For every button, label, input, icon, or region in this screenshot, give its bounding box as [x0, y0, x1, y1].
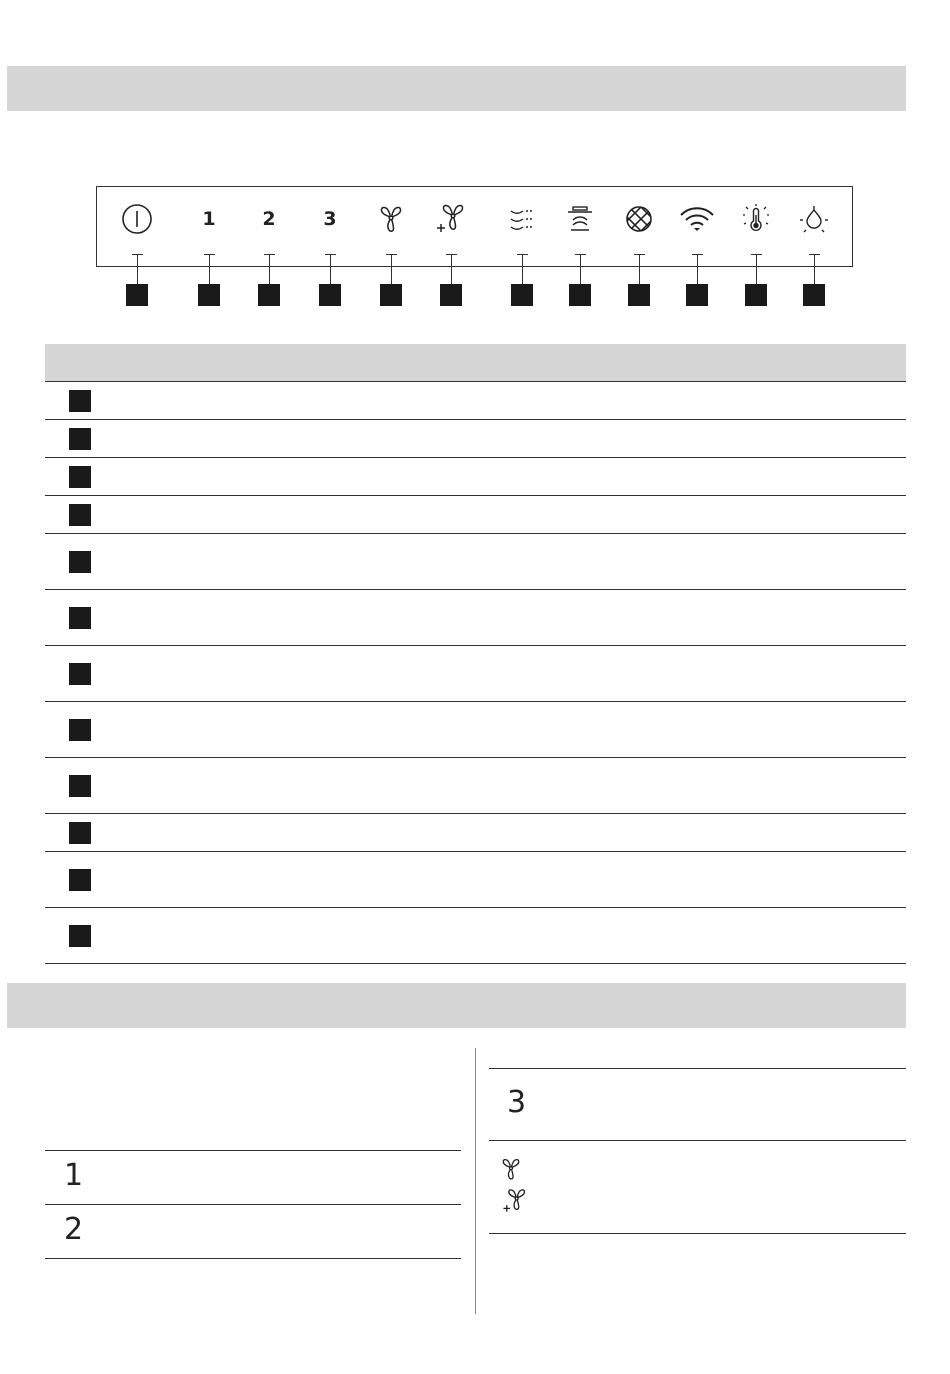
callout-marker [380, 284, 402, 306]
speed-2-symbol: 2 [64, 1212, 84, 1247]
divider [45, 1204, 461, 1205]
row-marker [69, 925, 91, 947]
fan-boost-icon [501, 1187, 529, 1215]
callout-marker [569, 284, 591, 306]
row-marker [69, 428, 91, 450]
speed-3-symbol: 3 [507, 1085, 527, 1120]
callout-marker [745, 284, 767, 306]
table-row [45, 852, 906, 908]
callout-marker [686, 284, 708, 306]
table-row [45, 758, 906, 814]
divider [45, 1258, 461, 1259]
table-row [45, 420, 906, 458]
wifi-icon [679, 202, 715, 236]
speed-2-label: 2 [262, 208, 276, 230]
speed-1-symbol: 1 [64, 1158, 84, 1193]
row-marker [69, 390, 91, 412]
callout-marker [198, 284, 220, 306]
row-marker [69, 504, 91, 526]
temperature-icon [738, 202, 774, 236]
hob-link-icon [562, 202, 598, 236]
fan-icon [498, 1156, 524, 1182]
callout-marker [319, 284, 341, 306]
table-row [45, 590, 906, 646]
table-row [45, 458, 906, 496]
table-row [45, 382, 906, 420]
fan-icon [373, 202, 409, 236]
grease-filter-icon [621, 202, 657, 236]
callout-marker [803, 284, 825, 306]
row-marker [69, 663, 91, 685]
table-header [45, 344, 906, 382]
divider [45, 1150, 461, 1151]
speed-3-label: 3 [323, 208, 337, 230]
power-icon [119, 202, 155, 236]
divider [489, 1068, 906, 1069]
breeze-icon [504, 202, 540, 236]
row-marker [69, 607, 91, 629]
row-marker [69, 551, 91, 573]
table-row [45, 496, 906, 534]
callout-marker [258, 284, 280, 306]
section-header-band-2 [7, 983, 906, 1028]
light-icon [796, 202, 832, 236]
fan-boost-icon [433, 202, 469, 236]
row-marker [69, 869, 91, 891]
column-divider [475, 1048, 476, 1314]
table-row [45, 814, 906, 852]
table-row [45, 908, 906, 964]
callout-marker [628, 284, 650, 306]
row-marker [69, 775, 91, 797]
callout-marker [126, 284, 148, 306]
divider [489, 1140, 906, 1141]
table-row [45, 702, 906, 758]
callout-marker [511, 284, 533, 306]
speed-1-label: 1 [202, 208, 216, 230]
table-row [45, 646, 906, 702]
control-description-table [45, 344, 906, 964]
section-header-band-1 [7, 66, 906, 111]
callout-marker [440, 284, 462, 306]
row-marker [69, 822, 91, 844]
divider [489, 1233, 906, 1234]
row-marker [69, 466, 91, 488]
row-marker [69, 719, 91, 741]
table-row [45, 534, 906, 590]
